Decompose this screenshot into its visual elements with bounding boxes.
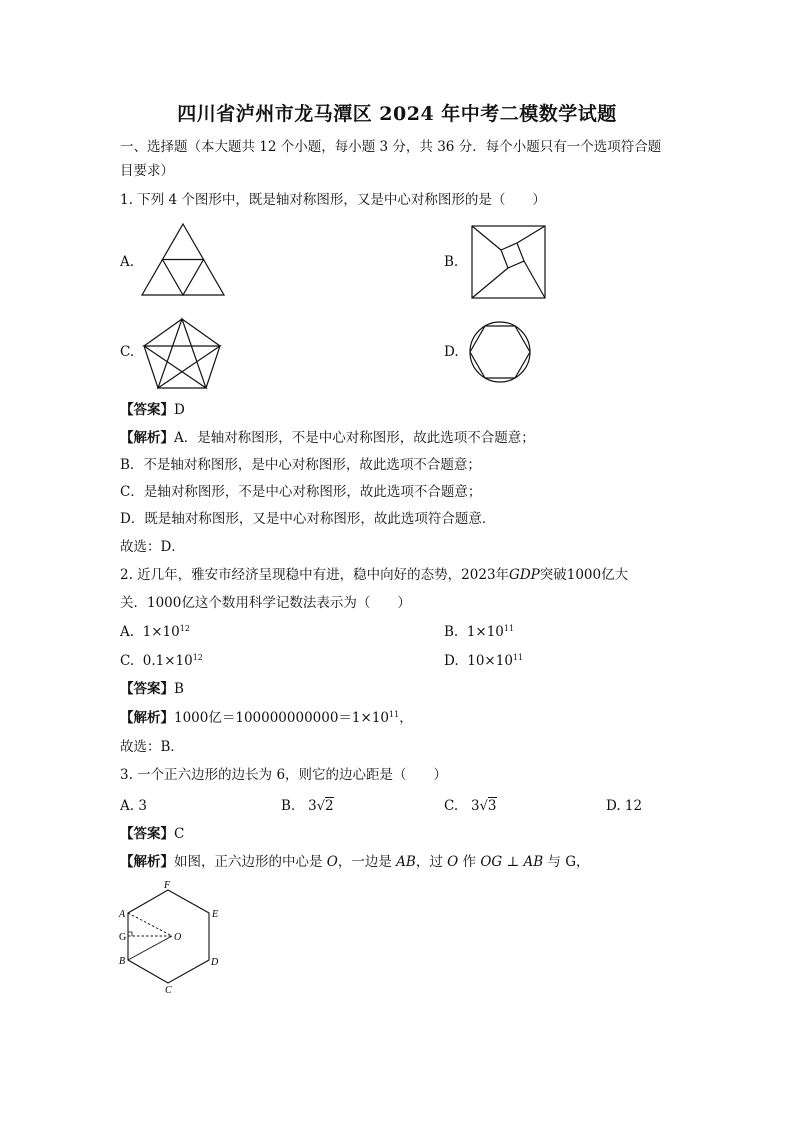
label-a: A xyxy=(119,909,126,920)
q3-option-a: A. 3 xyxy=(120,798,147,814)
option-base: 1×10 xyxy=(466,624,504,640)
option-radicand: 3 xyxy=(487,798,497,814)
label-b: B xyxy=(119,956,126,967)
q3-option-b xyxy=(281,796,334,817)
analysis-var: O xyxy=(447,854,459,870)
option-label: D. xyxy=(444,653,459,669)
option-label: B. xyxy=(444,624,459,640)
option-label: B. xyxy=(281,798,296,814)
option-base: 0.1×10 xyxy=(142,653,193,669)
label-g: G xyxy=(119,932,127,943)
q1-figure-d-hexagon-circle xyxy=(468,320,532,384)
q2-option-c xyxy=(120,651,203,671)
option-label: A. xyxy=(120,624,135,640)
q2-answer xyxy=(120,679,184,699)
analysis-text: ，过 xyxy=(415,854,448,870)
q1-figure-a-triangle xyxy=(140,222,230,298)
option-exp: 11 xyxy=(512,653,524,662)
answer-value: B xyxy=(174,681,184,697)
answer-tag: 【答案】 xyxy=(120,826,174,842)
analysis-text: A．是轴对称图形，不是中心对称图形，故此选项不合题意； xyxy=(174,430,535,446)
analysis-end: ， xyxy=(399,710,413,726)
option-coef: 3 xyxy=(308,798,317,814)
q2-conclusion: 故选：B． xyxy=(120,739,184,755)
answer-value: C xyxy=(174,826,185,842)
analysis-tag: 【解析】 xyxy=(120,710,174,726)
analysis-text: 1000亿＝100000000000＝1×10 xyxy=(174,710,390,726)
q1-conclusion: 故选：D． xyxy=(120,539,185,555)
option-exp: 11 xyxy=(503,624,515,633)
label-f: F xyxy=(164,880,171,891)
analysis-exp: 11 xyxy=(389,710,400,719)
page-title: 四川省泸州市龙马潭区 2024 年中考二模数学试题 xyxy=(177,103,617,125)
label-e: E xyxy=(212,909,219,920)
q2-stem-line2: 关．1000亿这个数用科学记数法表示为（ ） xyxy=(120,595,411,611)
q2-analysis xyxy=(120,708,413,728)
q3-answer xyxy=(120,824,184,844)
q3-option-d: D. 12 xyxy=(606,798,643,814)
q1-option-d-label: D. xyxy=(444,344,459,360)
q2-option-a xyxy=(120,622,190,642)
q2-stem-text-end: 突破1000亿大 xyxy=(539,567,629,583)
option-exp: 12 xyxy=(179,624,190,633)
q1-figure-b-square xyxy=(470,224,548,300)
answer-tag: 【答案】 xyxy=(120,402,174,418)
q1-option-c-label: C. xyxy=(120,344,135,360)
q1-analysis-line4: D．既是轴对称图形，又是中心对称图形，故此选项符合题意． xyxy=(120,511,496,527)
sqrt-symbol: √ xyxy=(479,799,488,814)
q3-hexagon-figure xyxy=(116,880,226,995)
analysis-tag: 【解析】 xyxy=(120,430,174,446)
option-coef: 3 xyxy=(471,798,480,814)
q1-analysis-line1 xyxy=(120,428,535,448)
option-exp: 12 xyxy=(192,653,203,662)
section-heading-line2: 目要求） xyxy=(120,163,174,179)
answer-tag: 【答案】 xyxy=(120,681,174,697)
q3-analysis xyxy=(120,852,590,872)
option-base: 10×10 xyxy=(467,653,513,669)
analysis-text: ，一边是 xyxy=(337,854,397,870)
q1-analysis-line3: C．是轴对称图形，不是中心对称图形，故此选项不合题意； xyxy=(120,484,482,500)
analysis-tag: 【解析】 xyxy=(120,854,174,870)
section-heading-line1: 一、选择题（本大题共 12 个小题，每小题 3 分，共 36 分．每个小题只有一个选项符合题 xyxy=(120,139,662,155)
q2-stem-text: 2. 近几年，雅安市经济呈现稳中有进，稳中向好的态势，2023年 xyxy=(120,567,510,583)
q1-figure-c-pentagram xyxy=(140,316,224,392)
q3-option-c xyxy=(444,796,497,817)
option-label: C. xyxy=(120,653,135,669)
analysis-var: AB xyxy=(396,854,416,870)
q3-stem: 3. 一个正六边形的边长为 6，则它的边心距是（ ） xyxy=(120,767,448,783)
q1-analysis-line2: B．不是轴对称图形，是中心对称图形，故此选项不合题意； xyxy=(120,457,481,473)
option-radicand: 2 xyxy=(324,798,334,814)
option-label: C. xyxy=(444,798,459,814)
q2-gdp: GDP xyxy=(509,567,540,583)
q1-answer xyxy=(120,400,185,420)
q2-option-d xyxy=(444,651,523,671)
q2-option-b xyxy=(444,622,514,642)
q1-option-a-label: A. xyxy=(120,254,135,270)
label-c: C xyxy=(165,985,172,996)
q2-stem-line1 xyxy=(120,565,628,585)
analysis-text: 与 G， xyxy=(543,854,590,870)
label-o: O xyxy=(174,932,182,943)
q1-stem: 1. 下列 4 个图形中，既是轴对称图形，又是中心对称图形的是（ ） xyxy=(120,192,546,208)
analysis-var: O xyxy=(326,854,338,870)
option-base: 1×10 xyxy=(142,624,180,640)
answer-value: D xyxy=(174,402,185,418)
analysis-text: 作 xyxy=(458,854,481,870)
sqrt-symbol: √ xyxy=(316,799,325,814)
q1-option-b-label: B. xyxy=(444,254,459,270)
label-d: D xyxy=(211,957,219,968)
analysis-text: 如图，正六边形的中心是 xyxy=(174,854,327,870)
analysis-var: OG ⊥ AB xyxy=(480,854,544,870)
